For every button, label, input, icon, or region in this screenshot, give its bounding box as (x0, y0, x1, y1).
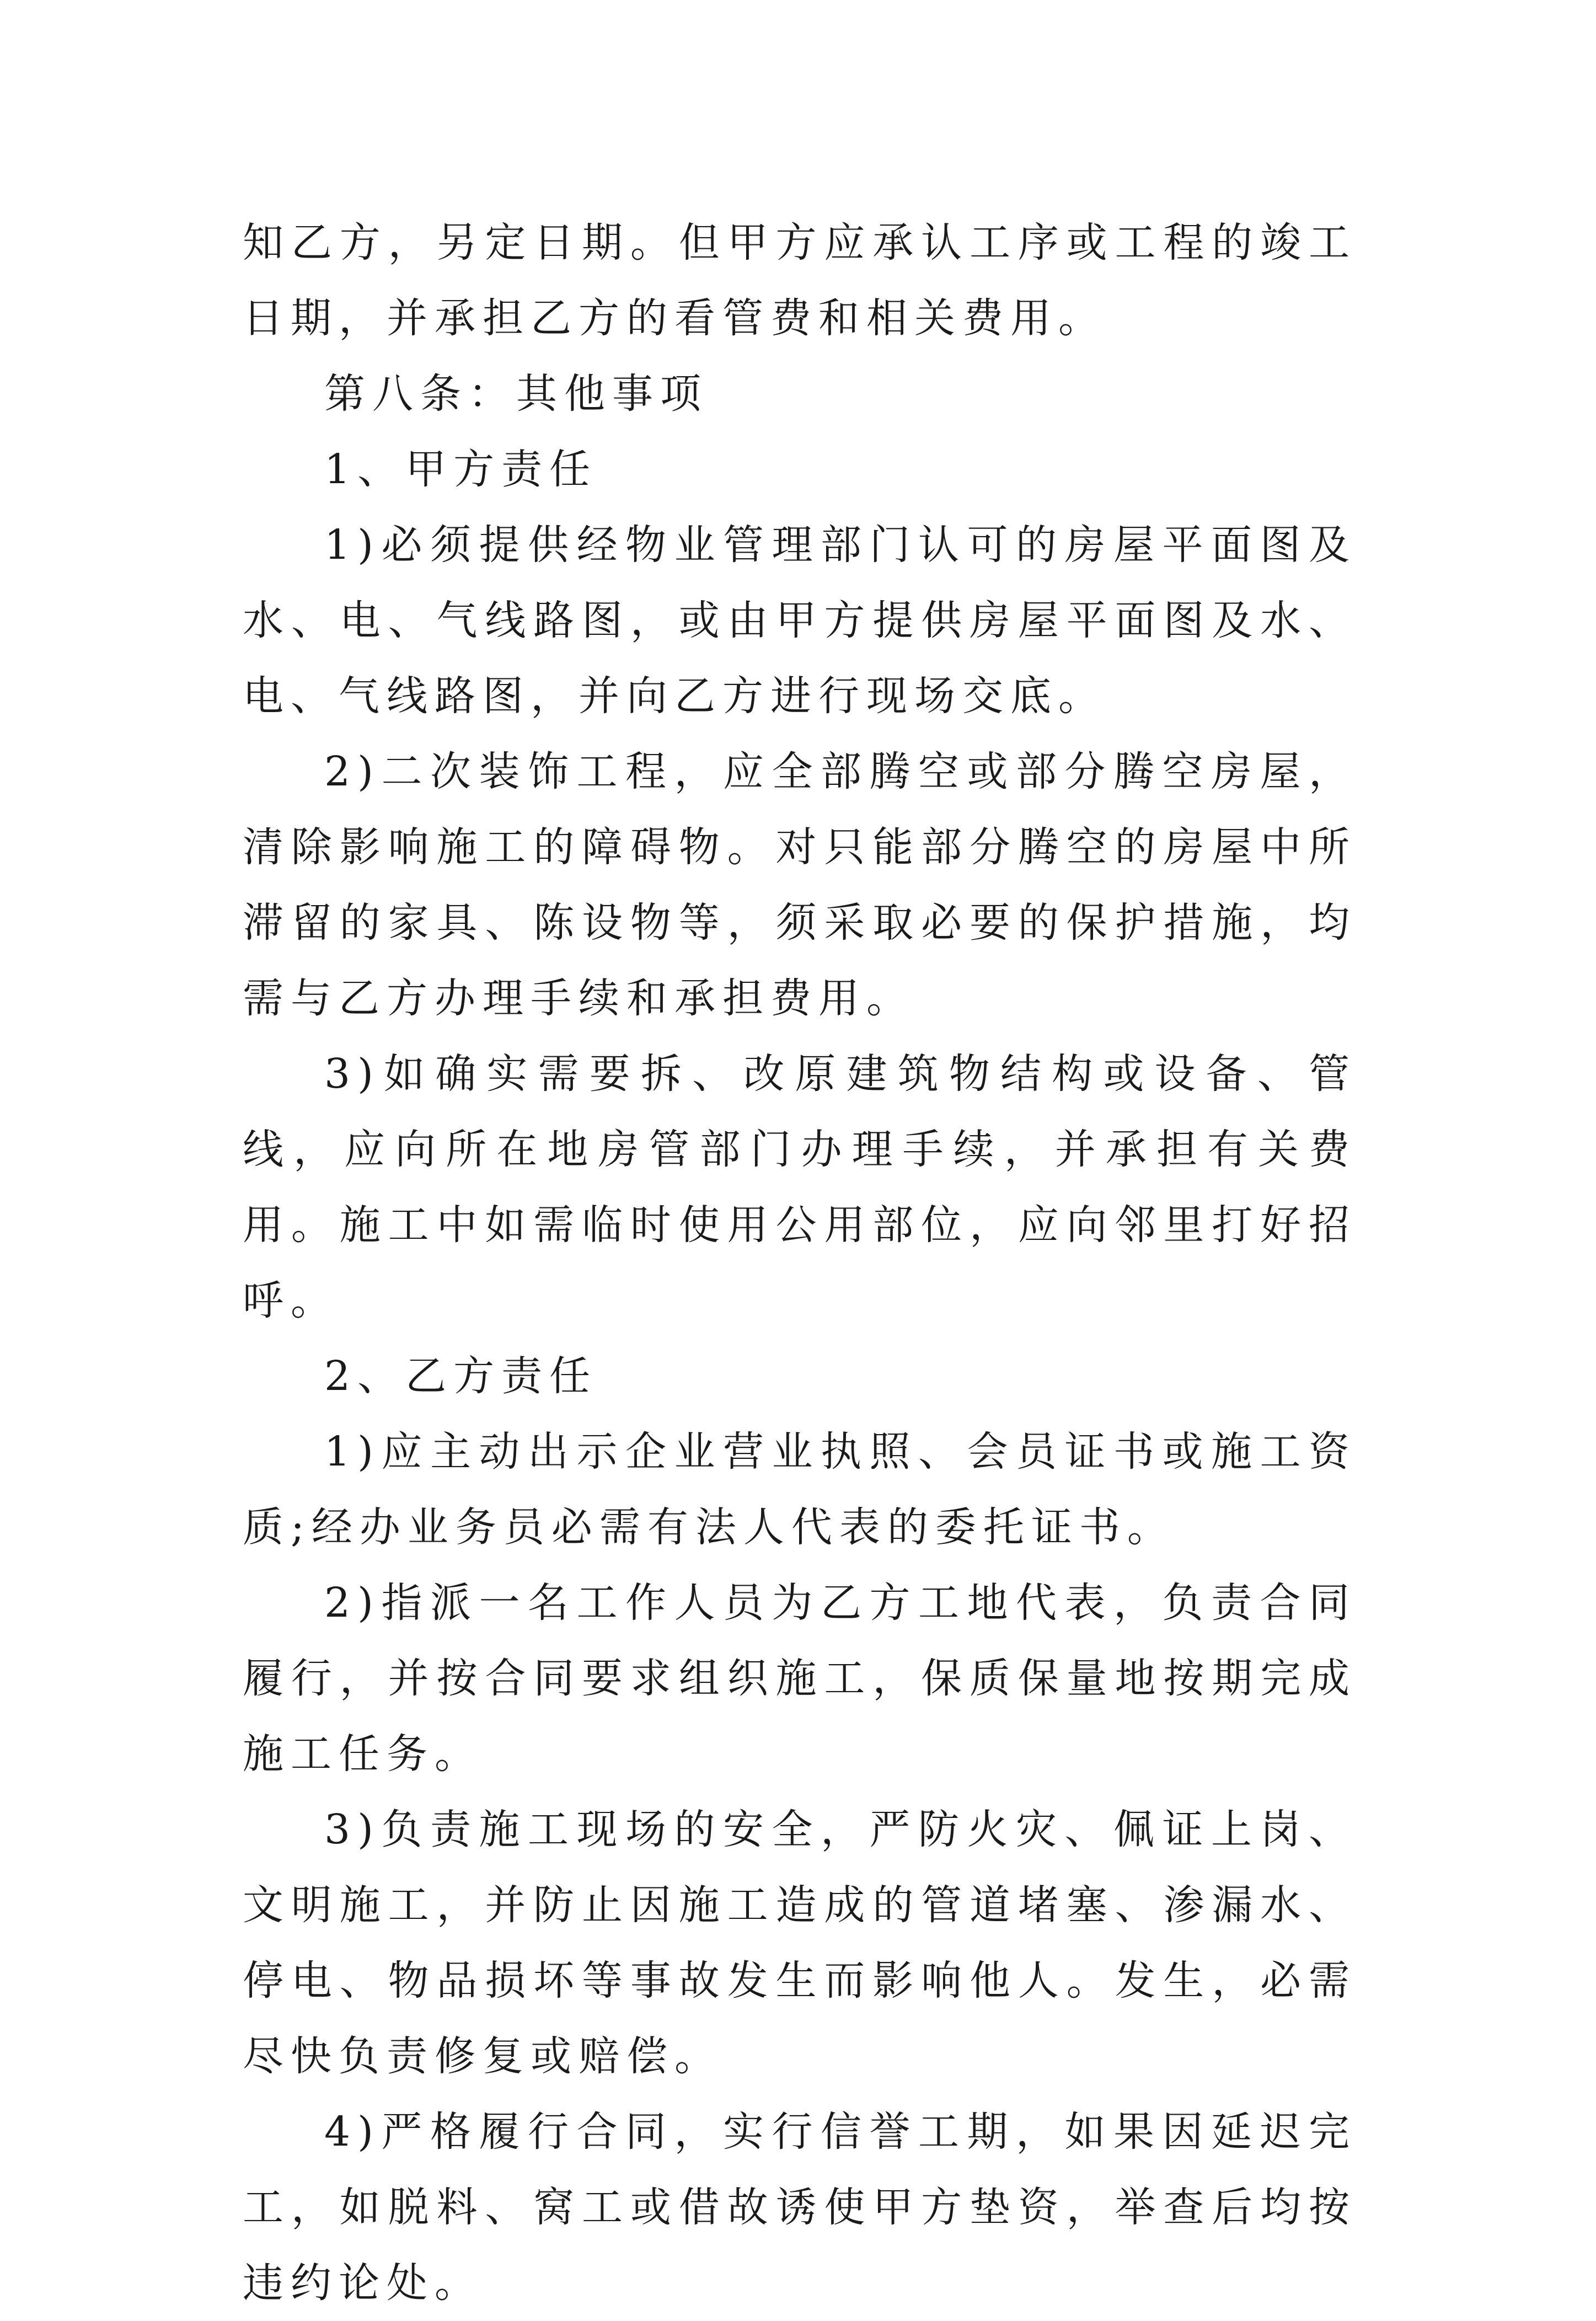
party-a-item-3: 3)如确实需要拆、改原建筑物结构或设备、管线，应向所在地房管部门办理手续，并承担有关费用。施工中如需临时使用公用部位，应向邻里打好招呼。 (243, 1050, 1357, 1324)
party-a-heading: 1、甲方责任 (324, 446, 598, 493)
party-a-item-1: 1)必须提供经物业管理部门认可的房屋平面图及水、电、气线路图，或由甲方提供房屋平面图及水、电、气线路图，并向乙方进行现场交底。 (243, 521, 1357, 720)
party-b-item-2: 2)指派一名工作人员为乙方工地代表，负责合同履行，并按合同要求组织施工，保质保量地按期完成施工任务。 (243, 1579, 1357, 1778)
party-b-heading: 2、乙方责任 (324, 1352, 598, 1400)
article-8-heading: 第八条：其他事项 (324, 370, 708, 418)
party-b-item-1: 1)应主动出示企业营业执照、会员证书或施工资质;经办业务员必需有法人代表的委托证书。 (243, 1428, 1357, 1551)
paragraph-continued: 知乙方，另定日期。但甲方应承认工序或工程的竣工日期，并承担乙方的看管费和相关费用。 (243, 219, 1357, 342)
party-a-item-2: 2)二次装饰工程，应全部腾空或部分腾空房屋，清除影响施工的障碍物。对只能部分腾空的房屋中所滞留的家具、陈设物等，须采取必要的保护措施，均需与乙方办理手续和承担费用。 (243, 748, 1357, 1022)
document-body (243, 205, 1357, 2321)
party-b-item-3: 3)负责施工现场的安全，严防火灾、佩证上岗、文明施工，并防止因施工造成的管道堵塞、渗漏水、停电、物品损坏等事故发生而影响他人。发生，必需尽快负责修复或赔偿。 (243, 1806, 1357, 2080)
party-b-item-4: 4)严格履行合同，实行信誉工期，如果因延迟完工，如脱料、窝工或借故诱使甲方垫资，举查后均按违约论处。 (243, 2108, 1357, 2307)
